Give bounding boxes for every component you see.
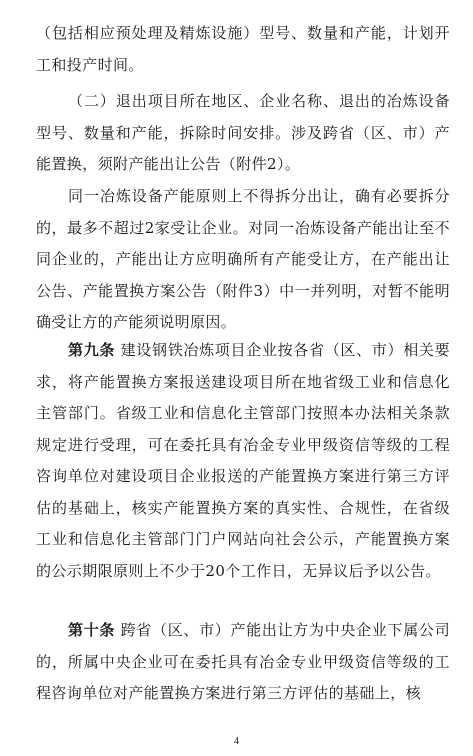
article-10 bbox=[36, 615, 450, 710]
article-9 bbox=[36, 335, 450, 587]
paragraph-text: （包括相应预处理及精炼设施）型号、数量和产能，计划开工和投产时间。 bbox=[36, 24, 450, 74]
paragraph-text: 跨省（区、市）产能出让方为中央企业下属公司的，所属中央企业可在委托具有冶金专业甲级资信等级的工程咨询单位对产能置换方案进行第三方评估的基础上，核 bbox=[36, 621, 451, 702]
paragraph-text: （二）退出项目所在地区、企业名称、退出的冶炼设备型号、数量和产能，拆除时间安排。涉及跨省（区、市）产能置换，须附产能出让公告（附件2）。 bbox=[36, 92, 450, 173]
paragraph-exit-project bbox=[36, 86, 450, 181]
paragraph-text: 同一冶炼设备产能原则上不得拆分出让，确有必要拆分的，最多不超过2家受让企业。对同一冶炼设备产能出让至不同企业的，产能出让方应明确所有产能受让方，在产能出让公告、产能置换方案公告（附件3）中一并列明，对暂不能明确受让方的产能须说明原因。 bbox=[36, 187, 450, 331]
paragraph-capacity-split bbox=[36, 181, 450, 339]
article-heading: 第九条 bbox=[68, 341, 116, 359]
paragraph-text: 建设钢铁冶炼项目企业按各省（区、市）相关要求，将产能置换方案报送建设项目所在地省级工业和信息化主管部门。省级工业和信息化主管部门按照本办法相关条款规定进行受理，可在委托具有冶金专业甲级资信等级的工程咨询单位对建设项目企业报送的产能置换方案进行第三方评估的基础上，核实产能置换方案的真实性、合规性，在省级工业和信息化主管部门门户网站向社会公示，产能置换方案的公示期限原则上不少于20个工作日，无异议后予以公告。 bbox=[36, 341, 451, 580]
article-heading: 第十条 bbox=[68, 621, 116, 639]
page-number: 4 bbox=[234, 736, 239, 747]
paragraph-continuation bbox=[36, 18, 450, 81]
